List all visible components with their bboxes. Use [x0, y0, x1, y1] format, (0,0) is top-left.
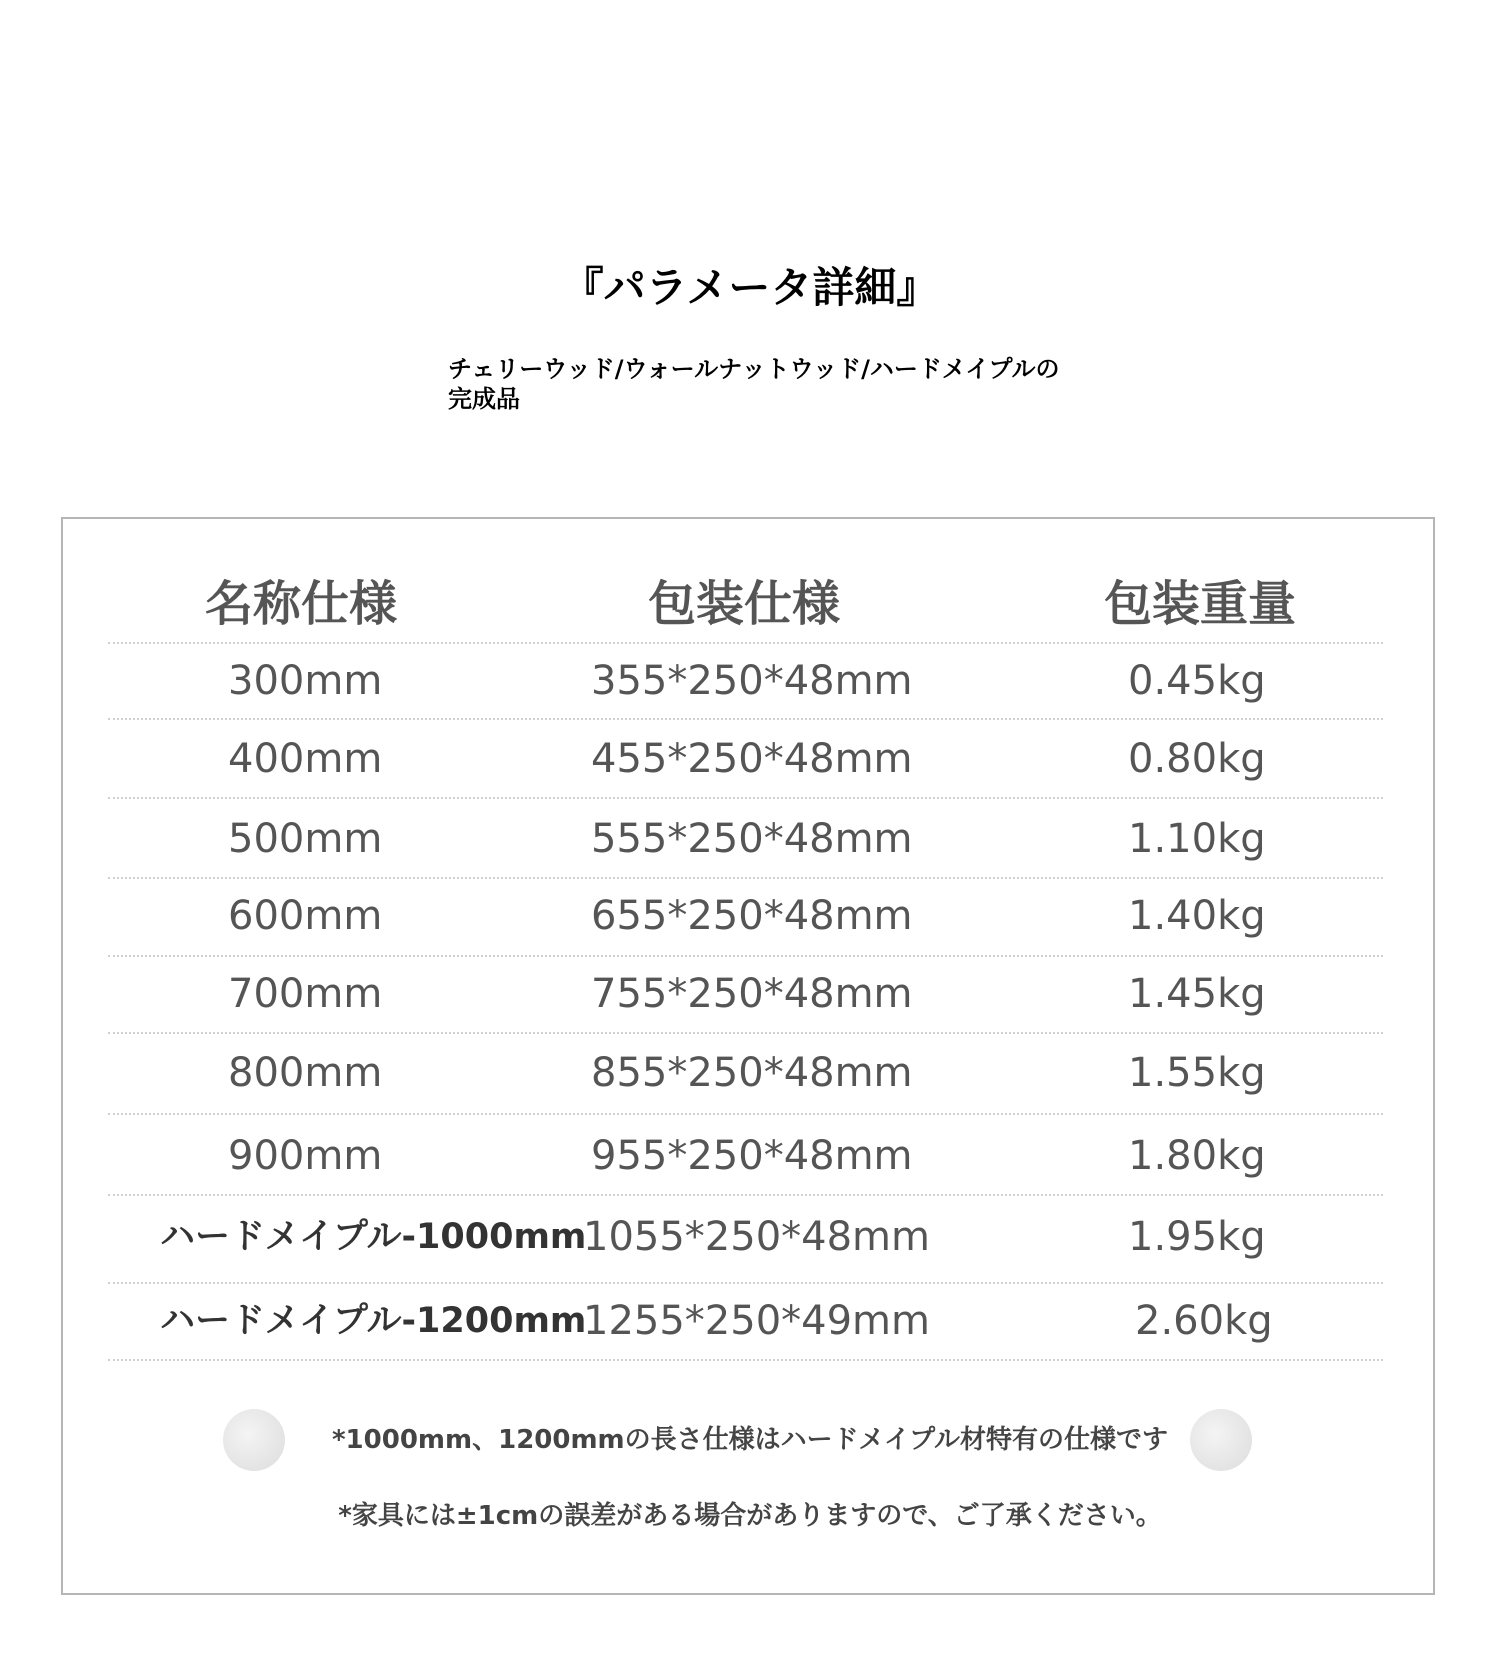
cell-name: 500mm	[228, 816, 383, 862]
cell-package: 1055*250*48mm	[583, 1214, 930, 1260]
cell-package: 655*250*48mm	[591, 893, 913, 939]
cell-name: ハードメイプル-1000mm	[160, 1217, 587, 1257]
cell-weight: 1.55kg	[1128, 1050, 1266, 1096]
table-row	[0, 809, 1500, 869]
cell-package: 455*250*48mm	[591, 736, 913, 782]
cell-weight: 0.45kg	[1128, 658, 1266, 704]
table-row	[0, 729, 1500, 789]
row-divider	[108, 1359, 1383, 1361]
cell-weight: 1.10kg	[1128, 816, 1266, 862]
footnote: *家具には±1cmの誤差がある場合がありますので、ご了承ください。	[338, 1501, 1162, 1531]
cell-package: 855*250*48mm	[591, 1050, 913, 1096]
table-row	[0, 964, 1500, 1024]
cell-weight: 1.80kg	[1128, 1133, 1266, 1179]
cell-weight: 1.95kg	[1128, 1214, 1266, 1260]
cell-name: 900mm	[228, 1133, 383, 1179]
cell-package: 955*250*48mm	[591, 1133, 913, 1179]
page-title: 『パラメータ詳細』	[561, 263, 939, 312]
cell-name: 600mm	[228, 893, 383, 939]
table-row	[0, 651, 1500, 711]
row-divider	[108, 1032, 1383, 1034]
cell-name: 800mm	[228, 1050, 383, 1096]
column-header-name: 名称仕様	[205, 576, 398, 632]
row-divider	[108, 955, 1383, 957]
table-row	[0, 1291, 1500, 1351]
cell-name: 700mm	[228, 971, 383, 1017]
column-header-package: 包装仕様	[648, 576, 841, 632]
row-divider	[108, 797, 1383, 799]
cell-package: 755*250*48mm	[591, 971, 913, 1017]
cell-package: 555*250*48mm	[591, 816, 913, 862]
footnote: *1000mm、1200mmの長さ仕様はハードメイプル材特有の仕様です	[331, 1425, 1169, 1455]
header-divider	[108, 642, 1383, 644]
table-row	[0, 886, 1500, 946]
table-row	[0, 1207, 1500, 1267]
cell-weight: 0.80kg	[1128, 736, 1266, 782]
row-divider	[108, 1113, 1383, 1115]
page-subtitle: チェリーウッド/ウォールナットウッド/ハードメイプルの完成品	[448, 355, 1060, 413]
cell-weight: 2.60kg	[1135, 1298, 1273, 1344]
cell-package: 355*250*48mm	[591, 658, 913, 704]
cell-name: ハードメイプル-1200mm	[160, 1301, 587, 1341]
row-divider	[108, 718, 1383, 720]
row-divider	[108, 1194, 1383, 1196]
table-row	[0, 1126, 1500, 1186]
row-divider	[108, 877, 1383, 879]
cell-name: 300mm	[228, 658, 383, 704]
cell-package: 1255*250*49mm	[583, 1298, 930, 1344]
cell-name: 400mm	[228, 736, 383, 782]
table-row	[0, 1043, 1500, 1103]
row-divider	[108, 1282, 1383, 1284]
cell-weight: 1.45kg	[1128, 971, 1266, 1017]
cell-weight: 1.40kg	[1128, 893, 1266, 939]
column-header-weight: 包装重量	[1104, 576, 1297, 632]
